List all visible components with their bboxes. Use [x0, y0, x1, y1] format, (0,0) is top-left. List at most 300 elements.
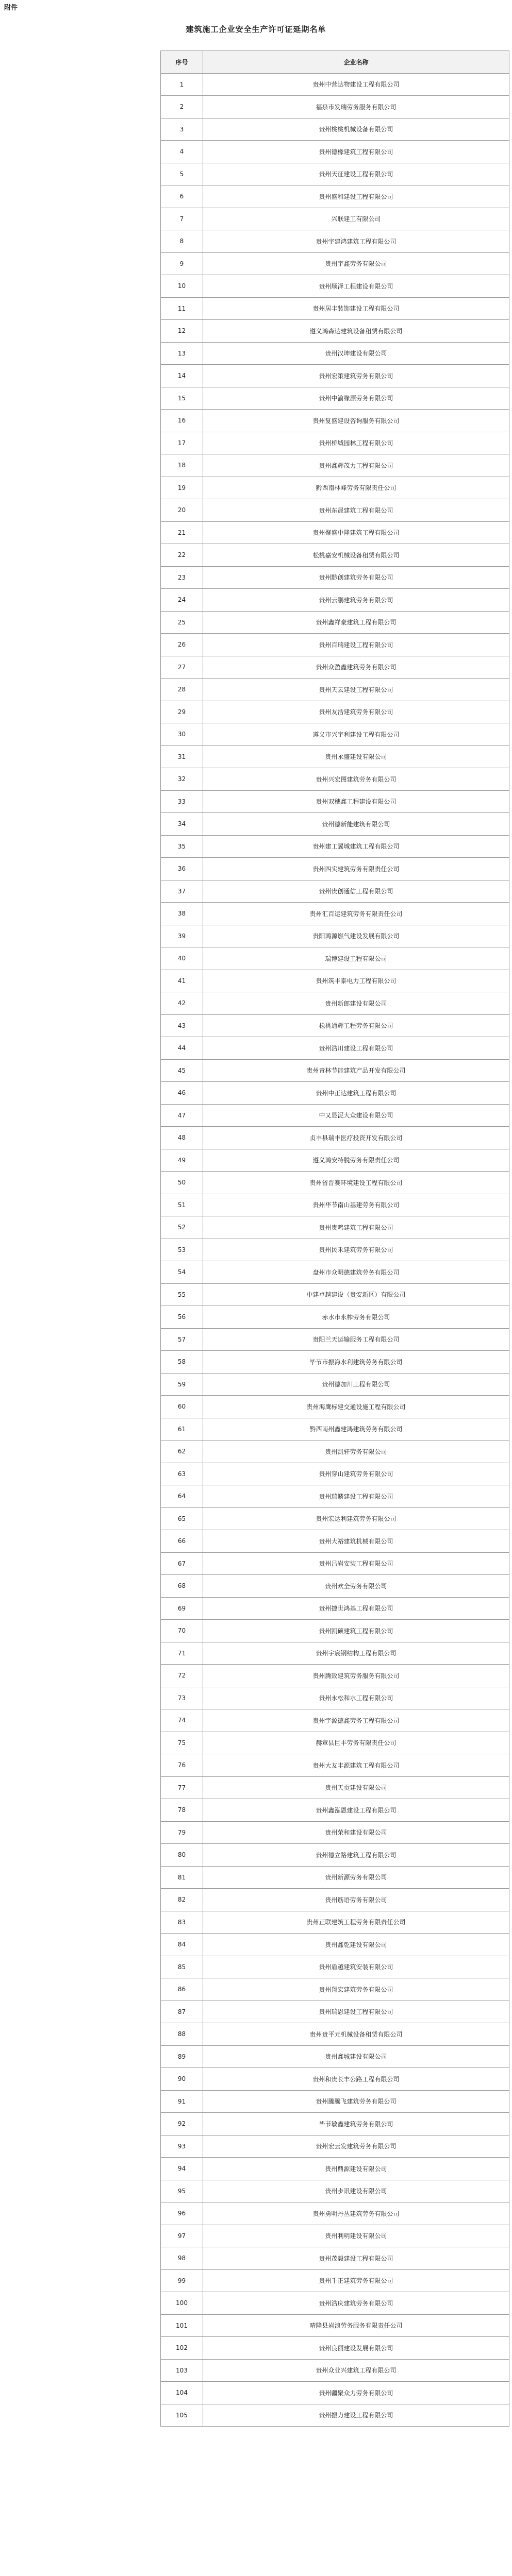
row-index: 76 [161, 1754, 203, 1777]
table-row [161, 1014, 509, 1037]
table-row [161, 1127, 509, 1149]
row-company-name: 贞丰县瑞丰医疗投资开发有限公司 [203, 1127, 509, 1149]
table-row [161, 432, 509, 454]
table-row [161, 1373, 509, 1396]
row-index: 43 [161, 1014, 203, 1037]
row-company-name: 贵州居丰装饰建设工程有限公司 [203, 297, 509, 320]
row-company-name: 贵州腾致建筑劳务服务有限公司 [203, 1665, 509, 1687]
table-row [161, 2382, 509, 2404]
row-company-name: 贵州海鹰标建交通设施工程有限公司 [203, 1396, 509, 1418]
row-company-name: 贵州新郎建设有限公司 [203, 992, 509, 1015]
row-company-name: 贵州黔创建筑劳务有限公司 [203, 566, 509, 589]
row-company-name: 贵州荣和建设有限公司 [203, 1821, 509, 1844]
header-index: 序号 [161, 51, 203, 74]
row-company-name: 中又显泥大众建设有限公司 [203, 1104, 509, 1127]
row-index: 70 [161, 1620, 203, 1642]
row-company-name: 毕节敏鑫建筑劳务有限公司 [203, 2113, 509, 2136]
row-index: 35 [161, 835, 203, 858]
table-row [161, 1709, 509, 1732]
row-index: 4 [161, 141, 203, 163]
table-row [161, 163, 509, 185]
row-index: 52 [161, 1216, 203, 1239]
table-row [161, 521, 509, 544]
row-index: 87 [161, 2001, 203, 2023]
row-company-name: 贵州永盛建设有限公司 [203, 745, 509, 768]
table-row [161, 230, 509, 253]
table-row [161, 1642, 509, 1665]
row-company-name: 贵州中营达物建设工程有限公司 [203, 73, 509, 96]
row-company-name: 贵州天征建设工程有限公司 [203, 163, 509, 185]
row-company-name: 贵州中正达建筑工程有限公司 [203, 1082, 509, 1105]
table-row [161, 992, 509, 1015]
table-row [161, 1261, 509, 1284]
row-index: 18 [161, 454, 203, 477]
row-index: 55 [161, 1283, 203, 1306]
table-row [161, 2337, 509, 2360]
row-index: 104 [161, 2382, 203, 2404]
row-company-name: 贵州吕岩安装工程有限公司 [203, 1552, 509, 1575]
row-company-name: 贵州贵创通信工程有限公司 [203, 880, 509, 903]
row-company-name: 贵州天云建设工程有限公司 [203, 679, 509, 701]
row-company-name: 贵州千正建筑劳务有限公司 [203, 2269, 509, 2292]
table-row [161, 1037, 509, 1060]
row-index: 1 [161, 73, 203, 96]
row-index: 49 [161, 1149, 203, 1172]
document-title: 建筑施工企业安全生产许可证延期名单 [186, 25, 326, 34]
table-row [161, 275, 509, 298]
row-index: 25 [161, 611, 203, 634]
row-index: 17 [161, 432, 203, 454]
table-row [161, 320, 509, 343]
table-row [161, 118, 509, 141]
table-row [161, 880, 509, 903]
row-company-name: 贵州翔宏建筑劳务有限公司 [203, 1978, 509, 2001]
table-row [161, 2225, 509, 2247]
table-row [161, 342, 509, 365]
row-company-name: 贵阳鸿源燃气建设发展有限公司 [203, 925, 509, 947]
row-company-name: 贵州鑫乾建设有限公司 [203, 1934, 509, 1956]
table-row [161, 1440, 509, 1463]
row-index: 67 [161, 1552, 203, 1575]
row-index: 22 [161, 544, 203, 567]
row-company-name: 松桃嘉安机械设备租赁有限公司 [203, 544, 509, 567]
row-company-name: 贵州德橡建筑工程有限公司 [203, 141, 509, 163]
row-index: 2 [161, 96, 203, 118]
row-company-name: 贵州大友丰源建筑工程有限公司 [203, 1754, 509, 1777]
table-row [161, 1620, 509, 1642]
table-row [161, 1934, 509, 1956]
row-index: 23 [161, 566, 203, 589]
table-row [161, 365, 509, 387]
row-company-name: 贵州瑞鳞建设工程有限公司 [203, 1485, 509, 1508]
row-company-name: 黔西南州鑫建鸿建筑劳务有限公司 [203, 1418, 509, 1440]
row-index: 85 [161, 1956, 203, 1978]
row-index: 29 [161, 701, 203, 723]
table-row [161, 858, 509, 880]
row-index: 96 [161, 2202, 203, 2225]
table-row [161, 566, 509, 589]
row-company-name: 贵州騰騰飞建筑劳务有限公司 [203, 2090, 509, 2113]
attachment-label: 附件 [4, 4, 18, 12]
table-row [161, 2001, 509, 2023]
row-index: 90 [161, 2068, 203, 2091]
row-index: 8 [161, 230, 203, 253]
row-company-name: 贵州宏云发建筑劳务有限公司 [203, 2135, 509, 2158]
table-row [161, 1485, 509, 1508]
row-company-name: 贵州兴宏图建筑劳务有限公司 [203, 768, 509, 791]
row-index: 59 [161, 1373, 203, 1396]
row-company-name: 贵州浩庆建筑劳务有限公司 [203, 2292, 509, 2315]
row-company-name: 盘州市众明德建筑劳务有限公司 [203, 1261, 509, 1284]
table-row [161, 745, 509, 768]
table-row [161, 589, 509, 612]
table-row [161, 1911, 509, 1934]
row-company-name: 贵州鑫城建设有限公司 [203, 2045, 509, 2068]
row-company-name: 贵州贵鸣建筑工程有限公司 [203, 1216, 509, 1239]
table-row [161, 1216, 509, 1239]
row-index: 56 [161, 1306, 203, 1329]
row-index: 40 [161, 947, 203, 970]
row-index: 38 [161, 903, 203, 925]
table-row [161, 1306, 509, 1329]
row-company-name: 贵州新源劳务有限公司 [203, 1866, 509, 1889]
table-row [161, 2023, 509, 2046]
table-header-row [161, 51, 509, 74]
row-company-name: 贵州顺泽工程建设有限公司 [203, 275, 509, 298]
row-company-name: 贵州凯轩劳务有限公司 [203, 1440, 509, 1463]
row-index: 26 [161, 634, 203, 656]
table-row [161, 2359, 509, 2382]
row-company-name: 贵州大裕建筑机械有限公司 [203, 1530, 509, 1553]
row-company-name: 贵州省晋赛环境建设工程有限公司 [203, 1172, 509, 1194]
row-company-name: 贵州浩川建设工程有限公司 [203, 1037, 509, 1060]
row-company-name: 松桃通辉工程劳务有限公司 [203, 1014, 509, 1037]
row-company-name: 贵州天贡建设有限公司 [203, 1776, 509, 1799]
row-company-name: 兴联建工有限公司 [203, 208, 509, 230]
row-company-name: 晴隆县岩浪劳务服务有限责任公司 [203, 2314, 509, 2337]
row-index: 33 [161, 790, 203, 813]
table-row [161, 2247, 509, 2270]
row-index: 19 [161, 477, 203, 499]
row-index: 91 [161, 2090, 203, 2113]
table-row [161, 477, 509, 499]
table-row [161, 634, 509, 656]
row-index: 83 [161, 1911, 203, 1934]
table-row [161, 925, 509, 947]
row-company-name: 贵州正联建筑工程劳务有限责任公司 [203, 1911, 509, 1934]
row-index: 20 [161, 499, 203, 522]
table-row [161, 499, 509, 522]
table-row [161, 387, 509, 410]
row-company-name: 贵州穿山建筑劳务有限公司 [203, 1463, 509, 1485]
table-row [161, 1239, 509, 1261]
table-row [161, 1776, 509, 1799]
row-company-name: 贵州捷世鸿基工程有限公司 [203, 1597, 509, 1620]
row-index: 88 [161, 2023, 203, 2046]
row-index: 46 [161, 1082, 203, 1105]
row-company-name: 贵州复盛建设咨询服务有限公司 [203, 410, 509, 432]
row-company-name: 贵州华节南山基建劳务有限公司 [203, 1194, 509, 1216]
row-index: 92 [161, 2113, 203, 2136]
table-row [161, 1844, 509, 1867]
table-row [161, 790, 509, 813]
table-row [161, 1799, 509, 1822]
table-row [161, 2202, 509, 2225]
row-index: 48 [161, 1127, 203, 1149]
table-row [161, 73, 509, 96]
row-company-name: 贵州双穗鑫工程建设有限公司 [203, 790, 509, 813]
row-company-name: 贵州众业兴建筑工程有限公司 [203, 2359, 509, 2382]
table-row [161, 1194, 509, 1216]
row-company-name: 贵州宇宸钢结构工程有限公司 [203, 1642, 509, 1665]
row-company-name: 贵州盾越建筑安装有限公司 [203, 1956, 509, 1978]
row-company-name: 贵州宇建鸿建筑工程有限公司 [203, 230, 509, 253]
row-company-name: 福泉市发瑞劳务服务有限公司 [203, 96, 509, 118]
table-row [161, 1956, 509, 1978]
row-index: 57 [161, 1328, 203, 1351]
row-index: 12 [161, 320, 203, 343]
row-company-name: 黔西南林峰劳务有限责任公司 [203, 477, 509, 499]
table-row [161, 2314, 509, 2337]
row-index: 101 [161, 2314, 203, 2337]
table-row [161, 2045, 509, 2068]
row-index: 9 [161, 252, 203, 275]
row-company-name: 贵州众盈鑫建筑劳务有限公司 [203, 656, 509, 679]
row-company-name: 贵州茂毅建设工程有限公司 [203, 2247, 509, 2270]
row-index: 36 [161, 858, 203, 880]
table-row [161, 723, 509, 746]
table-row [161, 1754, 509, 1777]
row-index: 97 [161, 2225, 203, 2247]
table-row [161, 2292, 509, 2315]
row-company-name: 贵州宇源德鑫劳务工程有限公司 [203, 1709, 509, 1732]
row-company-name: 贵州宏达利建筑劳务有限公司 [203, 1507, 509, 1530]
row-index: 73 [161, 1687, 203, 1709]
row-index: 71 [161, 1642, 203, 1665]
row-index: 94 [161, 2158, 203, 2180]
row-company-name: 贵州疆聚众力劳务有限公司 [203, 2382, 509, 2404]
table-row [161, 2113, 509, 2136]
company-table [160, 50, 509, 2427]
table-row [161, 1889, 509, 1911]
row-index: 81 [161, 1866, 203, 1889]
row-company-name: 贵州聚盛中隆建筑工程有限公司 [203, 521, 509, 544]
row-company-name: 贵州凯硕建筑工程有限公司 [203, 1620, 509, 1642]
row-index: 45 [161, 1059, 203, 1082]
row-company-name: 贵州民禾建筑劳务有限公司 [203, 1239, 509, 1261]
table-row [161, 813, 509, 836]
row-index: 62 [161, 1440, 203, 1463]
row-company-name: 贵州四实建筑劳务有限责任公司 [203, 858, 509, 880]
row-index: 42 [161, 992, 203, 1015]
table-row [161, 1665, 509, 1687]
row-index: 64 [161, 1485, 203, 1508]
row-company-name: 贵州建工翼城建筑工程有限公司 [203, 835, 509, 858]
table-row [161, 1597, 509, 1620]
row-company-name: 贵州鑫祥豪建筑工程有限公司 [203, 611, 509, 634]
row-index: 69 [161, 1597, 203, 1620]
table-row [161, 1351, 509, 1374]
row-company-name: 贵州德加川工程有限公司 [203, 1373, 509, 1396]
row-index: 31 [161, 745, 203, 768]
table-body [161, 73, 509, 2427]
row-index: 15 [161, 387, 203, 410]
row-index: 39 [161, 925, 203, 947]
row-company-name: 贵州云鹏建筑劳务有限公司 [203, 589, 509, 612]
row-index: 53 [161, 1239, 203, 1261]
row-company-name: 贵州汉坤建设有限公司 [203, 342, 509, 365]
table-row [161, 2135, 509, 2158]
row-index: 61 [161, 1418, 203, 1440]
row-company-name: 瑞博建设工程有限公司 [203, 947, 509, 970]
row-index: 72 [161, 1665, 203, 1687]
row-index: 54 [161, 1261, 203, 1284]
row-index: 37 [161, 880, 203, 903]
row-company-name: 贵州鼎源建设有限公司 [203, 2158, 509, 2180]
table-row [161, 1530, 509, 1553]
row-index: 41 [161, 970, 203, 992]
row-index: 77 [161, 1776, 203, 1799]
row-company-name: 贵州青林节能建筑产品开发有限公司 [203, 1059, 509, 1082]
table-row [161, 2269, 509, 2292]
row-index: 50 [161, 1172, 203, 1194]
row-company-name: 中建卓越建设（贵安新区）有限公司 [203, 1283, 509, 1306]
row-index: 79 [161, 1821, 203, 1844]
table-row [161, 297, 509, 320]
row-company-name: 赤水市永榨劳务有限公司 [203, 1306, 509, 1329]
row-company-name: 贵州桥城园林工程有限公司 [203, 432, 509, 454]
row-index: 74 [161, 1709, 203, 1732]
table-row [161, 410, 509, 432]
row-index: 95 [161, 2180, 203, 2202]
table-row [161, 835, 509, 858]
row-index: 10 [161, 275, 203, 298]
row-index: 28 [161, 679, 203, 701]
table-row [161, 454, 509, 477]
row-index: 11 [161, 297, 203, 320]
row-company-name: 贵州鑫泓恩建设工程有限公司 [203, 1799, 509, 1822]
table-row [161, 1059, 509, 1082]
table-row [161, 768, 509, 791]
row-index: 98 [161, 2247, 203, 2270]
table-row [161, 1732, 509, 1754]
table-row [161, 2068, 509, 2091]
row-company-name: 贵州德新能建筑有限公司 [203, 813, 509, 836]
table-row [161, 1866, 509, 1889]
row-index: 93 [161, 2135, 203, 2158]
row-company-name: 贵州中渝缘源劳务有限公司 [203, 387, 509, 410]
table-row [161, 1821, 509, 1844]
row-company-name: 贵州百瑞建设工程有限公司 [203, 634, 509, 656]
table-row [161, 656, 509, 679]
row-index: 34 [161, 813, 203, 836]
table-row [161, 1575, 509, 1598]
row-company-name: 贵州筋语劳务有限公司 [203, 1889, 509, 1911]
table-row [161, 96, 509, 118]
table-row [161, 1396, 509, 1418]
table-row [161, 2404, 509, 2427]
header-company-name: 企业名称 [203, 51, 509, 74]
row-index: 82 [161, 1889, 203, 1911]
row-index: 32 [161, 768, 203, 791]
row-index: 103 [161, 2359, 203, 2382]
table-row [161, 1978, 509, 2001]
row-index: 27 [161, 656, 203, 679]
table-row [161, 1283, 509, 1306]
table-row [161, 611, 509, 634]
table-row [161, 1328, 509, 1351]
row-company-name: 贵州宏策建筑劳务有限公司 [203, 365, 509, 387]
row-index: 105 [161, 2404, 203, 2427]
row-company-name: 贵州欢全劳务有限公司 [203, 1575, 509, 1598]
table-row [161, 208, 509, 230]
row-company-name: 贵州汇百运建筑劳务有限责任公司 [203, 903, 509, 925]
row-company-name: 贵州友浩建筑劳务有限公司 [203, 701, 509, 723]
table-row [161, 1104, 509, 1127]
row-company-name: 贵州勇明丹丛建筑劳务有限公司 [203, 2202, 509, 2225]
row-company-name: 赫章县巨丰劳务有限责任公司 [203, 1732, 509, 1754]
row-company-name: 贵州良丽建设发展有限公司 [203, 2337, 509, 2360]
table-row [161, 252, 509, 275]
row-index: 100 [161, 2292, 203, 2315]
row-company-name: 遵义鸿安特脱劳务有限责任公司 [203, 1149, 509, 1172]
table-row [161, 2158, 509, 2180]
table-row [161, 185, 509, 208]
row-index: 44 [161, 1037, 203, 1060]
row-company-name: 遵义市兴宇利建设工程有限公司 [203, 723, 509, 746]
row-company-name: 遵义鸿森达建筑设备租赁有限公司 [203, 320, 509, 343]
table-row [161, 1507, 509, 1530]
row-company-name: 贵州贵平元机械设备租赁有限公司 [203, 2023, 509, 2046]
row-index: 66 [161, 1530, 203, 1553]
table-row [161, 1172, 509, 1194]
row-index: 60 [161, 1396, 203, 1418]
row-index: 78 [161, 1799, 203, 1822]
row-index: 63 [161, 1463, 203, 1485]
row-index: 75 [161, 1732, 203, 1754]
table-row [161, 141, 509, 163]
row-company-name: 贵阳兰天运输服务工程有限公司 [203, 1328, 509, 1351]
table-row [161, 1687, 509, 1709]
table-row [161, 1149, 509, 1172]
table-row [161, 2090, 509, 2113]
table-row [161, 701, 509, 723]
table-row [161, 970, 509, 992]
row-company-name: 贵州利明建设有限公司 [203, 2225, 509, 2247]
table-row [161, 679, 509, 701]
row-index: 3 [161, 118, 203, 141]
row-index: 51 [161, 1194, 203, 1216]
row-company-name: 贵州振力建设工程有限公司 [203, 2404, 509, 2427]
row-company-name: 贵州瑞恩建设工程有限公司 [203, 2001, 509, 2023]
row-index: 84 [161, 1934, 203, 1956]
row-index: 5 [161, 163, 203, 185]
row-index: 16 [161, 410, 203, 432]
row-company-name: 毕节市振海水利建筑劳务有限公司 [203, 1351, 509, 1374]
table-row [161, 1418, 509, 1440]
row-index: 21 [161, 521, 203, 544]
row-index: 30 [161, 723, 203, 746]
table-row [161, 2180, 509, 2202]
row-index: 86 [161, 1978, 203, 2001]
row-company-name: 贵州东晟建筑工程有限公司 [203, 499, 509, 522]
row-company-name: 贵州桃桃机械设备有限公司 [203, 118, 509, 141]
row-index: 7 [161, 208, 203, 230]
row-company-name: 贵州德立路建筑工程有限公司 [203, 1844, 509, 1867]
row-index: 47 [161, 1104, 203, 1127]
table-row [161, 544, 509, 567]
row-index: 6 [161, 185, 203, 208]
